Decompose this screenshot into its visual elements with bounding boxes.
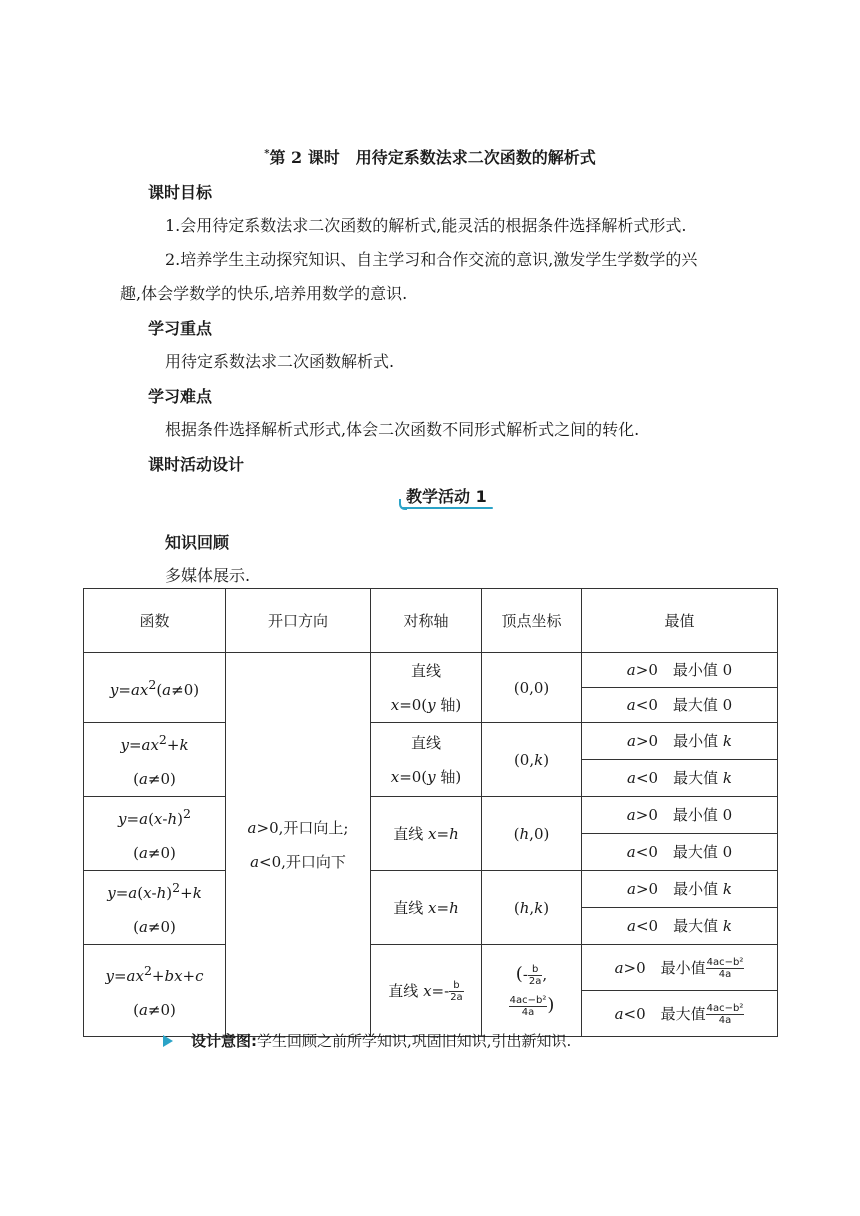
opening-cell bbox=[226, 653, 371, 1037]
vertex-cell: (h,0) bbox=[482, 797, 582, 871]
design-intent-text: 学生回顾之前所学知识,巩固旧知识,引出新知识. bbox=[257, 1032, 572, 1050]
objective-2-line2: 趣,体会学数学的快乐,培养用数学的意识. bbox=[120, 284, 408, 303]
function-formula: $y=ax^2(a\ne 0)$ bbox=[109, 677, 200, 699]
header-vertex: 顶点坐标 bbox=[482, 589, 582, 653]
header-extremum: 最值 bbox=[582, 589, 778, 653]
vertex-cell: (0,0) bbox=[482, 653, 582, 723]
function-cell bbox=[84, 653, 226, 723]
axis-cell bbox=[371, 723, 482, 797]
review-heading: 知识回顾 bbox=[165, 533, 230, 552]
axis-line-2: x=0(y 轴) bbox=[390, 767, 462, 786]
function-cell bbox=[84, 723, 226, 797]
table-row bbox=[84, 945, 778, 991]
extremum-positive: a>0 最小值 k bbox=[582, 723, 778, 760]
vertex-x: (- $\frac{b}{2a}$ , bbox=[515, 963, 548, 987]
difficulty-heading: 学习难点 bbox=[148, 387, 213, 406]
opening-up: a>0,开口向上; bbox=[247, 818, 349, 837]
extremum-negative: a<0 最大值 $\frac{\text{4ac−b²}}{4a}$ bbox=[582, 991, 778, 1037]
teaching-activity-label: 教学活动 1 bbox=[406, 487, 487, 506]
table-row bbox=[84, 871, 778, 908]
axis-line-1: 直线 bbox=[410, 733, 441, 752]
key-point-text: 用待定系数法求二次函数解析式. bbox=[165, 352, 395, 371]
extremum-positive: a>0 最小值 $\frac{\text{4ac−b²}}{4a}$ bbox=[582, 945, 778, 991]
header-opening: 开口方向 bbox=[226, 589, 371, 653]
extremum-negative: a<0 最大值 k bbox=[582, 760, 778, 797]
triangle-bullet-icon bbox=[163, 1035, 173, 1047]
header-axis: 对称轴 bbox=[371, 589, 482, 653]
vertex-cell bbox=[482, 945, 582, 1037]
extremum-negative: a<0 最大值 0 bbox=[582, 834, 778, 871]
axis-cell bbox=[371, 653, 482, 723]
axis-cell: 直线 x=h bbox=[371, 871, 482, 945]
activity-design-heading: 课时活动设计 bbox=[148, 455, 245, 474]
function-formula: $y=ax^2+bx+c$ bbox=[105, 963, 204, 985]
design-intent-label: 设计意图: bbox=[191, 1032, 257, 1050]
opening-down: a<0,开口向下 bbox=[250, 852, 346, 871]
table-row bbox=[84, 797, 778, 834]
vertex-cell: (0,k) bbox=[482, 723, 582, 797]
function-cell bbox=[84, 945, 226, 1037]
vertex-y: $\frac{\text{4ac−b²}}{4a}$ ) bbox=[509, 994, 555, 1018]
extremum-negative: a<0 最大值 0 bbox=[582, 688, 778, 723]
table-row bbox=[84, 723, 778, 760]
function-cell bbox=[84, 871, 226, 945]
key-point-heading: 学习重点 bbox=[148, 319, 213, 338]
function-condition: (a≠0) bbox=[133, 918, 176, 936]
vertex-cell: (h,k) bbox=[482, 871, 582, 945]
page-title: *第 2 课时 用待定系数法求二次函数的解析式 bbox=[264, 148, 596, 167]
axis-line-2: x=0(y 轴) bbox=[390, 695, 462, 714]
function-condition: (a≠0) bbox=[133, 770, 176, 788]
function-formula: $y=a(x-h)^2$ bbox=[118, 806, 191, 828]
quadratic-function-table bbox=[83, 588, 778, 1037]
extremum-negative: a<0 最大值 k bbox=[582, 908, 778, 945]
extremum-positive: a>0 最小值 0 bbox=[582, 653, 778, 688]
teaching-activity-banner bbox=[398, 482, 494, 510]
header-function: 函数 bbox=[84, 589, 226, 653]
axis-line-1: 直线 bbox=[410, 661, 441, 680]
fraction-b-over-2a: $\frac{b}{2a}$ bbox=[450, 980, 463, 1003]
objectives-heading: 课时目标 bbox=[148, 183, 213, 202]
function-condition: (a≠0) bbox=[133, 844, 176, 862]
function-condition: (a≠0) bbox=[133, 1001, 176, 1019]
extremum-positive: a>0 最小值 k bbox=[582, 871, 778, 908]
review-text: 多媒体展示. bbox=[165, 566, 251, 585]
axis-cell: 直线 x=- $\frac{b}{2a}$ bbox=[371, 945, 482, 1037]
objective-1: 1.会用待定系数法求二次函数的解析式,能灵活的根据条件选择解析式形式. bbox=[165, 216, 687, 235]
function-formula: $y=ax^2+k$ bbox=[120, 732, 189, 754]
axis-cell: 直线 x=h bbox=[371, 797, 482, 871]
design-intent-note bbox=[163, 1030, 571, 1051]
function-formula: $y=a(x-h)^2+k$ bbox=[107, 880, 202, 902]
table-row bbox=[84, 653, 778, 688]
table-header-row bbox=[84, 589, 778, 653]
extremum-positive: a>0 最小值 0 bbox=[582, 797, 778, 834]
function-cell bbox=[84, 797, 226, 871]
banner-underline bbox=[401, 507, 493, 509]
difficulty-text: 根据条件选择解析式形式,体会二次函数不同形式解析式之间的转化. bbox=[165, 420, 640, 439]
objective-2-line1: 2.培养学生主动探究知识、自主学习和合作交流的意识,激发学生学数学的兴 bbox=[165, 250, 698, 269]
